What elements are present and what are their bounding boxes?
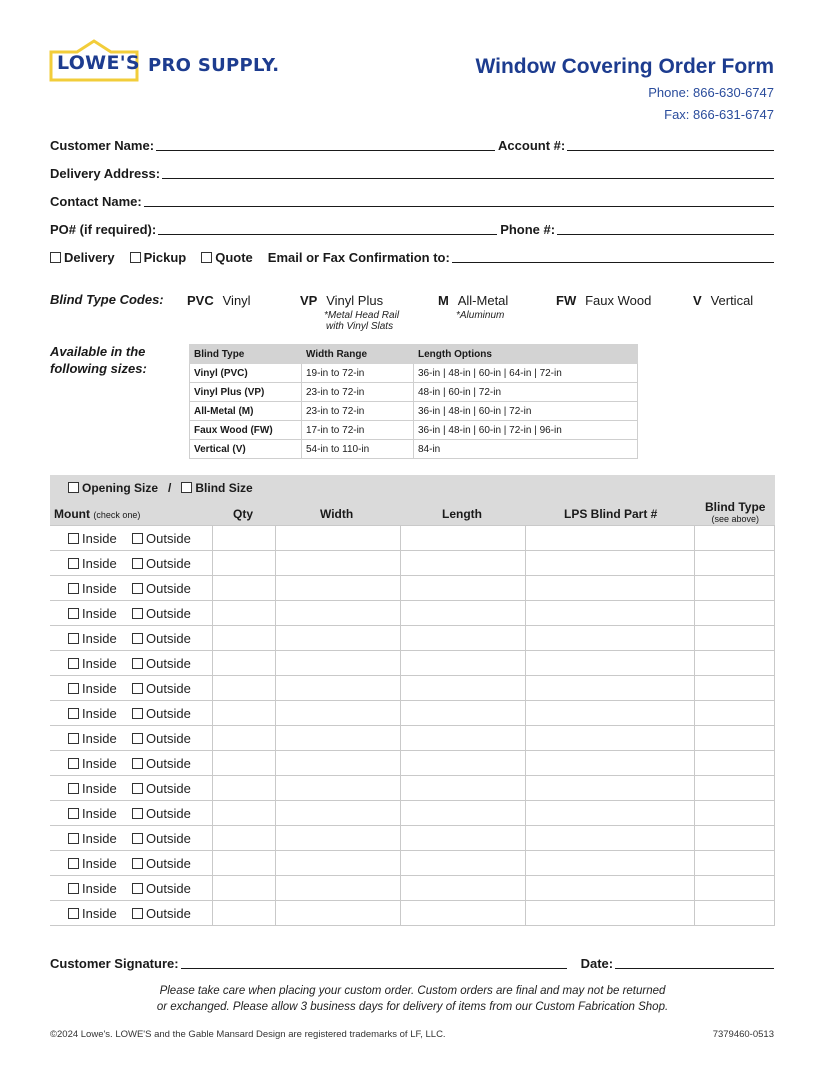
part-number-cell[interactable] [525,676,694,701]
outside-checkbox[interactable] [132,533,143,544]
part-number-cell[interactable] [525,901,694,926]
col-blind-type: Blind Type [190,345,302,364]
mount-outside[interactable]: Outside [132,681,191,696]
mount-inside[interactable]: Inside [68,606,132,621]
mount-cell [50,676,212,701]
option-quote[interactable]: Quote [201,250,255,265]
width-cell[interactable] [275,551,400,576]
inside-checkbox[interactable] [68,633,79,644]
width-cell[interactable] [275,851,400,876]
outside-checkbox[interactable] [132,733,143,744]
qty-cell[interactable] [212,651,275,676]
length-cell[interactable] [400,651,525,676]
mount-cell [50,551,212,576]
page-title: Window Covering Order Form [475,55,774,78]
order-row [50,876,775,901]
mount-cell [50,826,212,851]
part-number-cell[interactable] [525,801,694,826]
length-cell[interactable] [400,526,525,551]
phone-number: Phone: 866-630-6747 [648,85,774,100]
option-pickup[interactable]: Pickup [130,250,189,265]
inside-checkbox[interactable] [68,683,79,694]
length-cell[interactable] [400,876,525,901]
mount-inside[interactable]: Inside [68,906,132,921]
mount-outside[interactable]: Outside [132,581,191,596]
col-length: Length [442,507,482,521]
width-cell[interactable] [275,801,400,826]
outside-checkbox[interactable] [132,908,143,919]
inside-checkbox[interactable] [68,608,79,619]
blind-type-cell[interactable] [694,851,775,876]
delivery-address-label: Delivery Address: [50,166,161,181]
fulfillment-row [50,245,774,265]
blind-type-cell[interactable] [694,676,775,701]
mount-cell [50,901,212,926]
blind-type-codes-heading: Blind Type Codes: [50,292,164,307]
order-row [50,551,775,576]
mount-outside[interactable]: Outside [132,606,191,621]
size-row: All-Metal (M) 23-in to 72-in 36-in | 48-in | 60-in | 72-in [190,402,638,421]
order-row [50,801,775,826]
length-cell[interactable] [400,701,525,726]
order-row [50,676,775,701]
inside-checkbox[interactable] [68,833,79,844]
width-cell[interactable] [275,901,400,926]
qty-cell[interactable] [212,626,275,651]
mount-outside[interactable]: Outside [132,906,191,921]
mount-inside[interactable]: Inside [68,881,132,896]
size-row: Faux Wood (FW) 17-in to 72-in 36-in | 48-in | 60-in | 72-in | 96-in [190,421,638,440]
part-number-cell[interactable] [525,751,694,776]
qty-cell[interactable] [212,876,275,901]
col-part-number: LPS Blind Part # [564,507,658,521]
blind-type-cell[interactable] [694,551,775,576]
mount-outside[interactable]: Outside [132,781,191,796]
size-row: Vinyl (PVC) 19-in to 72-in 36-in | 48-in | 60-in | 64-in | 72-in [190,364,638,383]
outside-checkbox[interactable] [132,883,143,894]
length-cell[interactable] [400,576,525,601]
mount-cell [50,751,212,776]
contact-name-field[interactable] [144,192,774,207]
disclaimer-line-1: Please take care when placing your custom order. Custom orders are final and may not be returned [159,985,666,997]
mount-cell [50,601,212,626]
blind-type-cell[interactable] [694,776,775,801]
customer-name-row [50,133,774,153]
mount-inside[interactable]: Inside [68,681,132,696]
part-number-cell[interactable] [525,776,694,801]
order-row [50,726,775,751]
qty-cell[interactable] [212,801,275,826]
length-cell[interactable] [400,626,525,651]
option-delivery[interactable]: Delivery [50,250,117,265]
blind-type-cell[interactable] [694,901,775,926]
width-cell[interactable] [275,676,400,701]
mount-inside[interactable]: Inside [68,556,132,571]
col-blind-type: Blind Type (see above) [705,500,766,524]
blind-type-cell[interactable] [694,526,775,551]
outside-checkbox[interactable] [132,683,143,694]
account-field[interactable] [567,136,774,151]
order-row [50,826,775,851]
mount-outside[interactable]: Outside [132,856,191,871]
length-cell[interactable] [400,776,525,801]
mount-outside[interactable]: Outside [132,806,191,821]
mount-cell [50,651,212,676]
col-width: Width [320,507,354,521]
mount-outside[interactable]: Outside [132,656,191,671]
mount-outside[interactable]: Outside [132,556,191,571]
inside-checkbox[interactable] [68,658,79,669]
part-number-cell[interactable] [525,851,694,876]
outside-checkbox[interactable] [132,833,143,844]
order-table-header [50,475,775,525]
blind-type-cell[interactable] [694,826,775,851]
delivery-checkbox[interactable] [50,252,61,263]
mount-cell [50,576,212,601]
delivery-address-row [50,161,774,181]
date-label: Date: [580,956,614,971]
mount-inside[interactable]: Inside [68,706,132,721]
part-number-cell[interactable] [525,701,694,726]
mount-inside[interactable]: Inside [68,756,132,771]
confirmation-field[interactable] [452,248,774,263]
order-row [50,701,775,726]
inside-checkbox[interactable] [68,883,79,894]
opening-size-checkbox[interactable] [68,482,79,493]
mount-inside[interactable]: Inside [68,631,132,646]
phone-field[interactable] [557,220,774,235]
outside-checkbox[interactable] [132,558,143,569]
mount-outside[interactable]: Outside [132,706,191,721]
length-cell[interactable] [400,826,525,851]
inside-checkbox[interactable] [68,708,79,719]
qty-cell[interactable] [212,701,275,726]
qty-cell[interactable] [212,776,275,801]
qty-cell[interactable] [212,826,275,851]
inside-checkbox[interactable] [68,858,79,869]
inside-checkbox[interactable] [68,733,79,744]
part-number-cell[interactable] [525,651,694,676]
mount-outside[interactable]: Outside [132,756,191,771]
order-table [50,525,775,926]
blind-type-cell[interactable] [694,626,775,651]
col-width-range: Width Range [302,345,414,364]
mount-inside[interactable]: Inside [68,806,132,821]
outside-checkbox[interactable] [132,783,143,794]
outside-checkbox[interactable] [132,658,143,669]
outside-checkbox[interactable] [132,608,143,619]
mount-cell [50,776,212,801]
outside-checkbox[interactable] [132,583,143,594]
length-cell[interactable] [400,601,525,626]
mount-cell [50,851,212,876]
qty-cell[interactable] [212,726,275,751]
mount-cell [50,801,212,826]
part-number-cell[interactable] [525,576,694,601]
copyright: ©2024 Lowe's. LOWE'S and the Gable Mansard Design are registered trademarks of LF, LLC. [50,1029,446,1040]
width-cell[interactable] [275,651,400,676]
customer-name-field[interactable] [156,136,495,151]
outside-checkbox[interactable] [132,858,143,869]
size-row: Vinyl Plus (VP) 23-in to 72-in 48-in | 60-in | 72-in [190,383,638,402]
blind-type-cell[interactable] [694,651,775,676]
col-qty: Qty [233,507,254,521]
inside-checkbox[interactable] [68,558,79,569]
po-field[interactable] [158,220,497,235]
outside-checkbox[interactable] [132,758,143,769]
part-number-cell[interactable] [525,626,694,651]
sizes-table [189,344,638,459]
col-mount: Mount (check one) [54,507,141,521]
width-cell[interactable] [275,626,400,651]
qty-cell[interactable] [212,851,275,876]
mount-outside[interactable]: Outside [132,731,191,746]
outside-checkbox[interactable] [132,633,143,644]
size-toggle: Opening Size / Blind Size [68,481,253,495]
mount-cell [50,876,212,901]
part-number-cell[interactable] [525,876,694,901]
mount-outside[interactable]: Outside [132,831,191,846]
sizes-heading: Available in the following sizes: [50,344,147,376]
qty-cell[interactable] [212,751,275,776]
order-row [50,601,775,626]
quote-checkbox[interactable] [201,252,212,263]
qty-cell[interactable] [212,526,275,551]
outside-checkbox[interactable] [132,808,143,819]
mount-inside[interactable]: Inside [68,581,132,596]
fax-number: Fax: 866-631-6747 [664,107,774,122]
width-cell[interactable] [275,576,400,601]
width-cell[interactable] [275,876,400,901]
width-cell[interactable] [275,826,400,851]
order-row [50,851,775,876]
code-pvc: PVC Vinyl [187,293,251,308]
qty-cell[interactable] [212,601,275,626]
part-number-cell[interactable] [525,551,694,576]
mount-inside[interactable]: Inside [68,656,132,671]
phone-label: Phone #: [500,222,556,237]
po-row [50,217,774,237]
mount-cell [50,526,212,551]
width-cell[interactable] [275,726,400,751]
mount-inside[interactable]: Inside [68,531,132,546]
qty-cell[interactable] [212,901,275,926]
po-label: PO# (if required): [50,222,157,237]
contact-name-row [50,189,774,209]
form-code: 7379460-0513 [712,1029,774,1040]
code-vp: VP Vinyl Plus *Metal Head Rail with Vinyl Slats [300,293,400,332]
length-cell[interactable] [400,751,525,776]
order-row [50,576,775,601]
width-cell[interactable] [275,776,400,801]
mount-cell [50,701,212,726]
code-v: V Vertical [693,293,754,308]
mount-inside[interactable]: Inside [68,831,132,846]
date-field[interactable] [615,954,774,969]
order-row [50,626,775,651]
part-number-cell[interactable] [525,826,694,851]
width-cell[interactable] [275,526,400,551]
width-cell[interactable] [275,751,400,776]
blind-type-cell[interactable] [694,726,775,751]
inside-checkbox[interactable] [68,783,79,794]
blind-type-cell[interactable] [694,701,775,726]
mount-outside[interactable]: Outside [132,631,191,646]
inside-checkbox[interactable] [68,533,79,544]
contact-name-label: Contact Name: [50,194,142,209]
inside-checkbox[interactable] [68,908,79,919]
mount-cell [50,726,212,751]
part-number-cell[interactable] [525,601,694,626]
part-number-cell[interactable] [525,526,694,551]
order-row [50,751,775,776]
order-row [50,526,775,551]
blind-size-checkbox[interactable] [181,482,192,493]
delivery-address-field[interactable] [162,164,774,179]
width-cell[interactable] [275,701,400,726]
inside-checkbox[interactable] [68,808,79,819]
order-row [50,901,775,926]
blind-type-cell[interactable] [694,751,775,776]
mount-outside[interactable]: Outside [132,531,191,546]
qty-cell[interactable] [212,676,275,701]
qty-cell[interactable] [212,551,275,576]
logo-text: LOWE'S [57,52,140,74]
width-cell[interactable] [275,601,400,626]
disclaimer-line-2: or exchanged. Please allow 3 business days for delivery of items from our Custom Fabrication Shop. [156,1001,669,1013]
inside-checkbox[interactable] [68,758,79,769]
blind-type-cell[interactable] [694,801,775,826]
length-cell[interactable] [400,801,525,826]
length-cell[interactable] [400,851,525,876]
blind-type-cell[interactable] [694,876,775,901]
length-cell[interactable] [400,901,525,926]
mount-inside[interactable]: Inside [68,856,132,871]
length-cell[interactable] [400,676,525,701]
col-length-options: Length Options [414,345,638,364]
code-fw: FW Faux Wood [556,293,652,308]
signature-field[interactable] [181,954,567,969]
signature-row [50,953,774,971]
size-row: Vertical (V) 54-in to 110-in 84-in [190,440,638,459]
mount-outside[interactable]: Outside [132,881,191,896]
order-row [50,651,775,676]
code-m: M All-Metal *Aluminum [438,293,509,321]
signature-label: Customer Signature: [50,956,179,971]
order-row [50,776,775,801]
length-cell[interactable] [400,726,525,751]
customer-name-label: Customer Name: [50,138,155,153]
pickup-checkbox[interactable] [130,252,141,263]
brand-pro-supply: PRO SUPPLY. [148,55,280,76]
account-label: Account #: [498,138,566,153]
mount-inside[interactable]: Inside [68,781,132,796]
mount-cell [50,626,212,651]
blind-type-cell[interactable] [694,576,775,601]
inside-checkbox[interactable] [68,583,79,594]
qty-cell[interactable] [212,576,275,601]
confirmation-label: Email or Fax Confirmation to: [267,250,450,265]
blind-type-cell[interactable] [694,601,775,626]
mount-inside[interactable]: Inside [68,731,132,746]
length-cell[interactable] [400,551,525,576]
part-number-cell[interactable] [525,726,694,751]
outside-checkbox[interactable] [132,708,143,719]
